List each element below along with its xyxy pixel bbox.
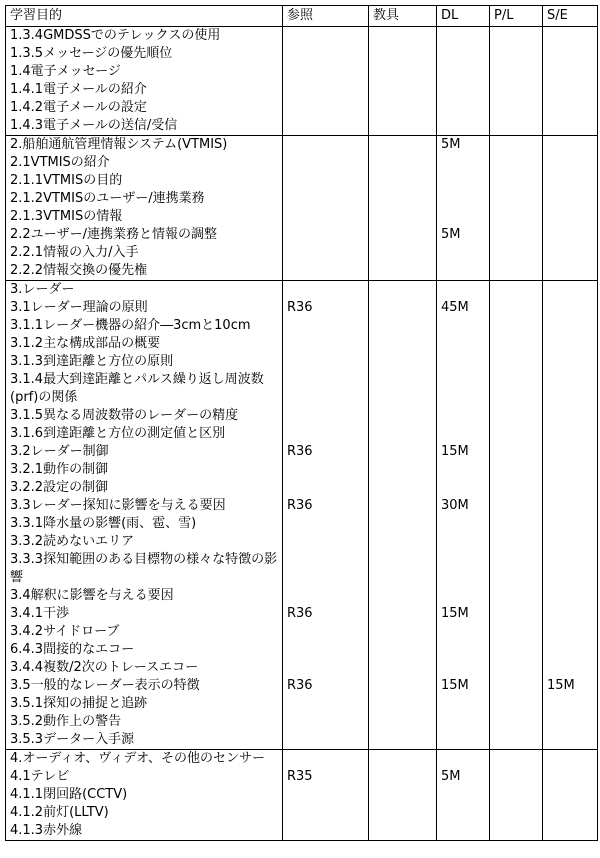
aids-value: [373, 533, 432, 551]
ref-value: [287, 117, 364, 135]
se-value: [547, 63, 593, 81]
ref-value: [287, 713, 364, 731]
pl-value: [494, 353, 538, 371]
objective-line: 2.1VTMISの紹介: [10, 155, 110, 170]
dl-value: [441, 750, 485, 768]
objective-line: 3.2レーダー制御: [10, 444, 109, 459]
objective-line: 1.4電子メッセージ: [10, 64, 121, 79]
objective-line: 4.1.1閉回路(CCTV): [10, 787, 128, 802]
se-value: [547, 750, 593, 768]
teaching-aids-cell: [369, 281, 437, 750]
reference-cell: [283, 136, 369, 281]
ref-value: [287, 99, 364, 117]
ref-value: [287, 190, 364, 208]
aids-value: [373, 299, 432, 317]
table-row: [6, 281, 598, 750]
pl-value: [494, 407, 538, 425]
ref-value: [287, 353, 364, 371]
dl-value: [441, 425, 485, 443]
pl-value: [494, 443, 538, 461]
pl-value: [494, 99, 538, 117]
ref-value: [287, 407, 364, 425]
header-teaching-aids: 教具: [369, 6, 437, 27]
ref-value: [287, 551, 364, 587]
dl-value: [441, 659, 485, 677]
se-value: [547, 425, 593, 443]
pl-value: [494, 317, 538, 335]
pl-value: [494, 695, 538, 713]
se-value: [547, 641, 593, 659]
aids-value: [373, 99, 432, 117]
ref-value: [287, 335, 364, 353]
dl-value: 15M: [441, 444, 469, 459]
se-value: [547, 804, 593, 822]
dl-value: [441, 533, 485, 551]
pl-value: [494, 551, 538, 587]
pl-value: [494, 822, 538, 840]
se-value: [547, 371, 593, 407]
objective-line: 3.1レーダー理論の原則: [10, 300, 148, 315]
objective-line: 3.1.6到達距離と方位の測定値と区別: [10, 426, 226, 441]
ref-value: [287, 731, 364, 749]
pl-value: [494, 262, 538, 280]
syllabus-table: [5, 5, 598, 841]
pl-value: [494, 515, 538, 533]
dl-value: [441, 461, 485, 479]
se-value: [547, 190, 593, 208]
se-value: [547, 659, 593, 677]
se-value: [547, 81, 593, 99]
pl-cell: [490, 27, 543, 136]
pl-value: [494, 81, 538, 99]
dl-value: [441, 317, 485, 335]
ref-value: [287, 515, 364, 533]
ref-value: [287, 425, 364, 443]
ref-value: [287, 641, 364, 659]
ref-value: [287, 136, 364, 154]
aids-value: [373, 587, 432, 605]
dl-cell: [437, 750, 490, 841]
aids-value: [373, 768, 432, 786]
aids-value: [373, 822, 432, 840]
ref-value: [287, 750, 364, 768]
objective-line: 2.船舶通航管理情報システム(VTMIS): [10, 137, 228, 152]
se-value: [547, 786, 593, 804]
objective-line: 1.4.1電子メールの紹介: [10, 82, 147, 97]
pl-value: [494, 713, 538, 731]
pl-value: [494, 623, 538, 641]
se-value: [547, 479, 593, 497]
aids-value: [373, 117, 432, 135]
ref-value: [287, 81, 364, 99]
dl-cell: [437, 281, 490, 750]
dl-value: 5M: [441, 769, 461, 784]
objective-line: 1.4.2電子メールの設定: [10, 100, 147, 115]
aids-value: [373, 786, 432, 804]
aids-value: [373, 497, 432, 515]
se-value: [547, 461, 593, 479]
se-value: [547, 136, 593, 154]
objective-line: 3.5.1探知の捕捉と追跡: [10, 696, 148, 711]
se-value: [547, 605, 593, 623]
objective-line: 3.3.1降水量の影響(雨、雹、雪): [10, 516, 197, 531]
ref-value: [287, 587, 364, 605]
dl-value: [441, 551, 485, 587]
dl-value: [441, 99, 485, 117]
header-reference: 参照: [283, 6, 369, 27]
dl-value: [441, 804, 485, 822]
dl-value: [441, 515, 485, 533]
objective-line: 1.3.5メッセージの優先順位: [10, 46, 173, 61]
reference-cell: [283, 750, 369, 841]
ref-value: [287, 623, 364, 641]
ref-value: [287, 45, 364, 63]
ref-value: R36: [287, 678, 313, 693]
se-cell: [543, 750, 598, 841]
aids-value: [373, 172, 432, 190]
pl-value: [494, 136, 538, 154]
pl-value: [494, 461, 538, 479]
dl-value: [441, 117, 485, 135]
aids-value: [373, 371, 432, 407]
dl-value: [441, 27, 485, 45]
dl-value: [441, 713, 485, 731]
aids-value: [373, 407, 432, 425]
aids-value: [373, 63, 432, 81]
se-value: [547, 262, 593, 280]
se-cell: [543, 27, 598, 136]
objective-line: 3.1.1レーダー機器の紹介―3cmと10cm: [10, 318, 251, 333]
aids-value: [373, 750, 432, 768]
objective-cell: [6, 281, 283, 750]
se-value: [547, 154, 593, 172]
pl-value: [494, 190, 538, 208]
pl-value: [494, 750, 538, 768]
objective-line: 3.1.5異なる周波数帯のレーダーの精度: [10, 408, 239, 423]
se-value: [547, 695, 593, 713]
pl-value: [494, 335, 538, 353]
objective-line: 3.5.2動作上の警告: [10, 714, 122, 729]
ref-value: [287, 262, 364, 280]
se-value: [547, 587, 593, 605]
aids-value: [373, 353, 432, 371]
pl-value: [494, 533, 538, 551]
se-value: [547, 713, 593, 731]
ref-value: [287, 804, 364, 822]
se-value: [547, 226, 593, 244]
pl-value: [494, 226, 538, 244]
se-value: [547, 335, 593, 353]
aids-value: [373, 208, 432, 226]
aids-value: [373, 695, 432, 713]
pl-value: [494, 587, 538, 605]
se-value: [547, 497, 593, 515]
objective-line: 3.4.2サイドローブ: [10, 624, 120, 639]
objective-cell: [6, 750, 283, 841]
ref-value: R35: [287, 769, 313, 784]
objective-line: 3.2.1動作の制御: [10, 462, 109, 477]
pl-value: [494, 479, 538, 497]
aids-value: [373, 713, 432, 731]
dl-value: [441, 479, 485, 497]
ref-value: R36: [287, 606, 313, 621]
aids-value: [373, 81, 432, 99]
se-value: [547, 822, 593, 840]
header-pl: P/L: [490, 6, 543, 27]
objective-cell: [6, 136, 283, 281]
ref-value: [287, 461, 364, 479]
ref-value: [287, 479, 364, 497]
dl-value: [441, 63, 485, 81]
aids-value: [373, 677, 432, 695]
objective-line: 3.4.1干渉: [10, 606, 70, 621]
dl-value: 45M: [441, 300, 469, 315]
ref-value: R36: [287, 300, 313, 315]
dl-value: [441, 822, 485, 840]
objective-line: 3.3レーダー探知に影響を与える要因: [10, 498, 226, 513]
dl-value: [441, 371, 485, 407]
objective-line: 3.1.3到達距離と方位の原則: [10, 354, 174, 369]
pl-value: [494, 27, 538, 45]
dl-value: [441, 244, 485, 262]
se-value: [547, 623, 593, 641]
objective-line: 3.5一般的なレーダー表示の特徴: [10, 678, 200, 693]
aids-value: [373, 425, 432, 443]
objective-cell: [6, 27, 283, 136]
ref-value: [287, 281, 364, 299]
pl-cell: [490, 136, 543, 281]
header-se: S/E: [543, 6, 598, 27]
objective-line: 3.3.2読めないエリア: [10, 534, 135, 549]
dl-value: [441, 81, 485, 99]
ref-value: [287, 822, 364, 840]
pl-cell: [490, 281, 543, 750]
aids-value: [373, 479, 432, 497]
aids-value: [373, 515, 432, 533]
pl-value: [494, 371, 538, 407]
dl-value: [441, 262, 485, 280]
table-row: [6, 136, 598, 281]
dl-value: [441, 45, 485, 63]
pl-cell: [490, 750, 543, 841]
objective-line: 2.2.2情報交換の優先権: [10, 263, 148, 278]
dl-value: [441, 731, 485, 749]
ref-value: [287, 27, 364, 45]
aids-value: [373, 244, 432, 262]
syllabus-body: [6, 27, 598, 841]
teaching-aids-cell: [369, 27, 437, 136]
ref-value: [287, 172, 364, 190]
se-value: [547, 551, 593, 587]
header-dl: DL: [437, 6, 490, 27]
se-value: 15M: [547, 678, 575, 693]
se-value: [547, 533, 593, 551]
ref-value: [287, 244, 364, 262]
pl-value: [494, 641, 538, 659]
dl-value: [441, 281, 485, 299]
objective-line: 2.1.2VTMISのユーザー/連携業務: [10, 191, 205, 206]
objective-line: 3.4.4複数/2次のトレースエコー: [10, 660, 199, 675]
ref-value: [287, 533, 364, 551]
aids-value: [373, 551, 432, 587]
se-value: [547, 27, 593, 45]
pl-value: [494, 299, 538, 317]
ref-value: R36: [287, 444, 313, 459]
se-value: [547, 317, 593, 335]
dl-value: [441, 407, 485, 425]
objective-line: 3.5.3データー入手源: [10, 732, 135, 747]
dl-value: [441, 786, 485, 804]
aids-value: [373, 154, 432, 172]
dl-value: [441, 623, 485, 641]
aids-value: [373, 335, 432, 353]
dl-value: 15M: [441, 606, 469, 621]
pl-value: [494, 154, 538, 172]
dl-value: 5M: [441, 227, 461, 242]
objective-line: 3.レーダー: [10, 282, 75, 297]
aids-value: [373, 190, 432, 208]
pl-value: [494, 731, 538, 749]
pl-value: [494, 281, 538, 299]
reference-cell: [283, 27, 369, 136]
se-value: [547, 731, 593, 749]
ref-value: [287, 659, 364, 677]
aids-value: [373, 317, 432, 335]
reference-cell: [283, 281, 369, 750]
se-value: [547, 299, 593, 317]
dl-value: [441, 154, 485, 172]
objective-line: 4.1テレビ: [10, 769, 70, 784]
pl-value: [494, 208, 538, 226]
se-value: [547, 407, 593, 425]
teaching-aids-cell: [369, 136, 437, 281]
aids-value: [373, 27, 432, 45]
se-value: [547, 515, 593, 533]
objective-line: 2.1.3VTMISの情報: [10, 209, 123, 224]
ref-value: [287, 208, 364, 226]
aids-value: [373, 443, 432, 461]
ref-value: [287, 317, 364, 335]
objective-line: 3.1.4最大到達距離とパルス繰り返し周波数(prf)の関係: [10, 372, 264, 405]
dl-value: [441, 208, 485, 226]
dl-value: [441, 641, 485, 659]
objective-line: 2.1.1VTMISの目的: [10, 173, 123, 188]
se-value: [547, 281, 593, 299]
aids-value: [373, 281, 432, 299]
ref-value: [287, 226, 364, 244]
objective-line: 4.1.3赤外線: [10, 823, 83, 838]
dl-cell: [437, 136, 490, 281]
se-value: [547, 99, 593, 117]
objective-line: 1.4.3電子メールの送信/受信: [10, 118, 178, 133]
objective-line: 4.1.2前灯(LLTV): [10, 805, 109, 820]
se-value: [547, 353, 593, 371]
pl-value: [494, 172, 538, 190]
pl-value: [494, 63, 538, 81]
aids-value: [373, 136, 432, 154]
header-objective: 学習目的: [6, 6, 283, 27]
dl-value: 30M: [441, 498, 469, 513]
ref-value: [287, 371, 364, 407]
objective-line: 3.2.2設定の制御: [10, 480, 109, 495]
dl-value: [441, 587, 485, 605]
ref-value: [287, 63, 364, 81]
objective-line: 3.1.2主な構成部品の概要: [10, 336, 161, 351]
aids-value: [373, 605, 432, 623]
se-cell: [543, 281, 598, 750]
objective-line: 3.4解釈に影響を与える要因: [10, 588, 174, 603]
aids-value: [373, 262, 432, 280]
pl-value: [494, 605, 538, 623]
pl-value: [494, 244, 538, 262]
aids-value: [373, 45, 432, 63]
dl-value: [441, 695, 485, 713]
teaching-aids-cell: [369, 750, 437, 841]
pl-value: [494, 117, 538, 135]
pl-value: [494, 659, 538, 677]
dl-value: [441, 172, 485, 190]
header-row: [6, 6, 598, 27]
dl-value: [441, 353, 485, 371]
ref-value: R36: [287, 498, 313, 513]
aids-value: [373, 804, 432, 822]
dl-value: [441, 335, 485, 353]
aids-value: [373, 226, 432, 244]
se-value: [547, 45, 593, 63]
ref-value: [287, 695, 364, 713]
dl-value: 15M: [441, 678, 469, 693]
se-cell: [543, 136, 598, 281]
pl-value: [494, 497, 538, 515]
table-row: [6, 750, 598, 841]
se-value: [547, 172, 593, 190]
dl-cell: [437, 27, 490, 136]
aids-value: [373, 461, 432, 479]
dl-value: [441, 190, 485, 208]
aids-value: [373, 731, 432, 749]
objective-line: 3.3.3探知範囲のある目標物の様々な特徴の影響: [10, 552, 278, 585]
aids-value: [373, 659, 432, 677]
objective-line: 2.2.1情報の入力/入手: [10, 245, 139, 260]
objective-line: 4.オーディオ、ヴィデオ、その他のセンサー: [10, 751, 265, 766]
pl-value: [494, 804, 538, 822]
se-value: [547, 244, 593, 262]
se-value: [547, 117, 593, 135]
pl-value: [494, 425, 538, 443]
pl-value: [494, 768, 538, 786]
aids-value: [373, 641, 432, 659]
se-value: [547, 443, 593, 461]
objective-line: 1.3.4GMDSSでのテレックスの使用: [10, 28, 221, 43]
pl-value: [494, 45, 538, 63]
table-row: [6, 27, 598, 136]
objective-line: 2.2ユーザー/連携業務と情報の調整: [10, 227, 218, 242]
se-value: [547, 208, 593, 226]
ref-value: [287, 786, 364, 804]
ref-value: [287, 154, 364, 172]
pl-value: [494, 677, 538, 695]
aids-value: [373, 623, 432, 641]
se-value: [547, 768, 593, 786]
dl-value: 5M: [441, 137, 461, 152]
pl-value: [494, 786, 538, 804]
objective-line: 6.4.3間接的なエコー: [10, 642, 135, 657]
